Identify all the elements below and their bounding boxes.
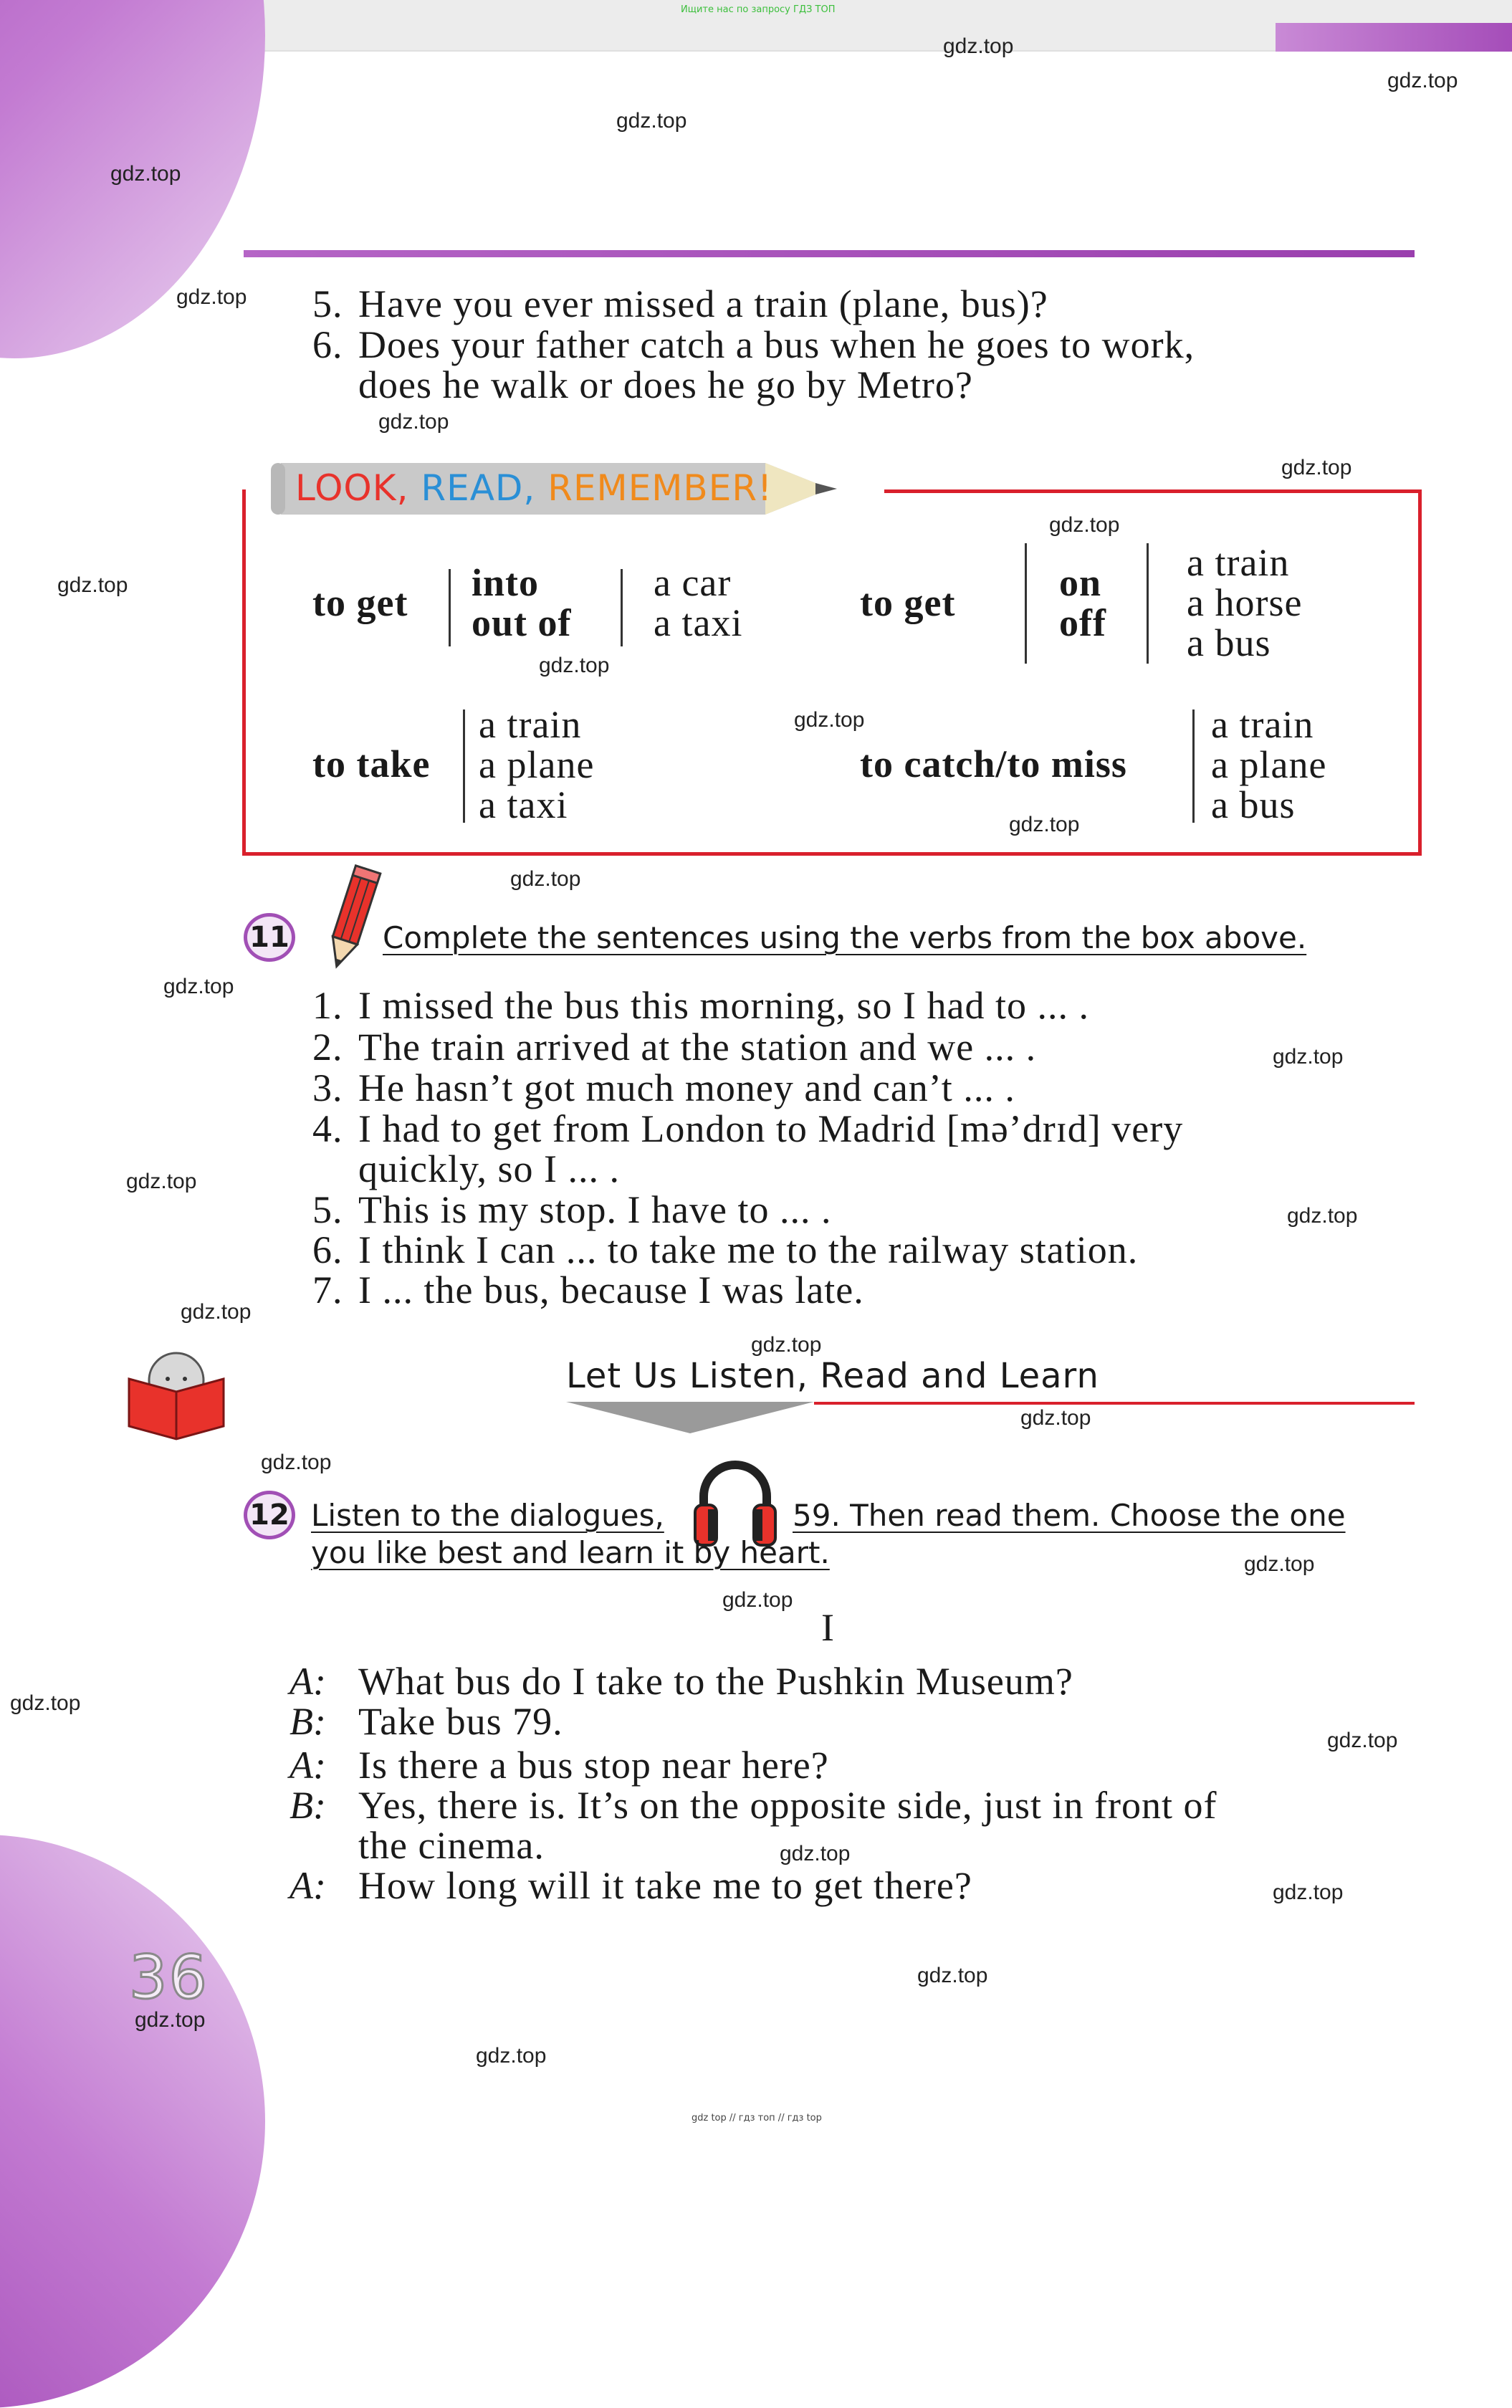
dialogue-roman-numeral: I — [821, 1606, 834, 1649]
watermark[interactable]: gdz.top — [539, 654, 610, 677]
divider — [1192, 710, 1195, 823]
train-label-2: a train — [479, 703, 582, 746]
item-text: He hasn’t got much money and can’t ... . — [358, 1066, 1015, 1109]
watermark[interactable]: gdz.top — [751, 1333, 822, 1357]
watermark[interactable]: gdz.top — [917, 1964, 988, 1987]
watermark[interactable]: gdz.top — [780, 1842, 851, 1865]
speaker-label: B: — [290, 1700, 326, 1743]
taxi-label-2: a taxi — [479, 783, 568, 826]
exercise-11-item — [312, 1268, 864, 1312]
question-number: 6. — [312, 323, 343, 366]
watermark[interactable]: gdz.top — [378, 410, 449, 434]
exercise-number: 12 — [249, 1499, 290, 1532]
divider — [1147, 543, 1149, 664]
item-text: I think I can ... to take me to the railway station. — [358, 1228, 1139, 1271]
watermark[interactable]: gdz.top — [163, 975, 234, 998]
watermark[interactable]: gdz.top — [476, 2044, 547, 2068]
question-text: Have you ever missed a train (plane, bus)? — [358, 282, 1048, 325]
speaker-label: B: — [290, 1784, 326, 1827]
to-get-label-1: to get — [312, 581, 408, 624]
exercise-12-instruction-line1b: 59. Then read them. Choose the one — [793, 1498, 1346, 1533]
item-text: I had to get from London to Madrid [mə’drɪd] very — [358, 1107, 1184, 1150]
exercise-11-item — [312, 1066, 1015, 1110]
reading-child-icon — [126, 1347, 226, 1440]
taxi-label-1: a taxi — [654, 601, 743, 644]
watermark[interactable]: gdz.top — [1273, 1881, 1344, 1904]
car-label: a car — [654, 561, 732, 604]
watermark[interactable]: gdz.top — [126, 1170, 197, 1193]
question-text: Does your father catch a bus when he goes to work, — [358, 323, 1195, 366]
item-number: 4. — [312, 1107, 343, 1150]
to-take-label: to take — [312, 742, 431, 785]
watermark[interactable]: gdz.top — [1049, 513, 1120, 537]
exercise-11-item — [312, 1188, 831, 1232]
divider — [449, 569, 451, 646]
exercise-11-item — [312, 983, 1089, 1028]
dialogue-line: Yes, there is. It’s on the opposite side, just in front of — [358, 1784, 1217, 1827]
watermark[interactable]: gdz.top — [510, 867, 581, 891]
item-number: 7. — [312, 1268, 343, 1312]
watermark[interactable]: gdz.top — [943, 34, 1014, 58]
watermark[interactable]: gdz.top — [110, 162, 181, 186]
bottom-left-purple-circle — [0, 1835, 265, 2408]
watermark[interactable]: gdz.top — [616, 109, 687, 133]
watermark[interactable]: gdz.top — [1244, 1552, 1315, 1576]
exercise-11-instruction: Complete the sentences using the verbs from the box above. — [383, 920, 1307, 955]
dialogue-line: Take bus 79. — [358, 1700, 563, 1743]
question-6 — [312, 322, 1195, 367]
watermark[interactable]: gdz.top — [1009, 813, 1080, 836]
item-text: This is my stop. I have to ... . — [358, 1188, 832, 1231]
exercise-11-item — [312, 1228, 1138, 1272]
exercise-number: 11 — [249, 921, 290, 954]
top-right-purple-tab — [1276, 23, 1512, 52]
train-label-1: a train — [1187, 541, 1290, 584]
bottom-banner[interactable]: gdz top // гдз топ // гдз top — [692, 2113, 822, 2123]
exercise-11-badge — [244, 913, 295, 962]
item-text: quickly, so I ... . — [358, 1147, 620, 1190]
item-number: 6. — [312, 1228, 343, 1271]
top-purple-rule — [244, 250, 1415, 257]
watermark[interactable]: gdz.top — [1273, 1045, 1344, 1069]
item-number: 3. — [312, 1066, 343, 1109]
plane-label-2: a plane — [1211, 743, 1327, 786]
look-label: LOOK, — [295, 467, 409, 509]
dialogue-line: Is there a bus stop near here? — [358, 1744, 829, 1787]
speaker-label: A: — [290, 1864, 326, 1907]
question-number: 5. — [312, 282, 343, 325]
pencil-icon — [317, 860, 388, 975]
item-text: I ... the bus, because I was late. — [358, 1268, 864, 1312]
train-label-3: a train — [1211, 703, 1314, 746]
top-banner[interactable]: Ищите нас по запросу ГДЗ ТОП — [681, 4, 836, 15]
divider — [621, 569, 623, 646]
dialogue-line: How long will it take me to get there? — [358, 1864, 972, 1907]
headphones-icon[interactable] — [692, 1455, 778, 1548]
off-label: off — [1059, 601, 1106, 644]
question-text: does he walk or does he go by Metro? — [358, 363, 973, 406]
section-title-rule — [814, 1402, 1415, 1405]
question-5 — [312, 282, 1048, 326]
question-6-continued — [358, 363, 973, 407]
watermark[interactable]: gdz.top — [722, 1588, 793, 1612]
read-label: READ, — [421, 467, 536, 509]
watermark[interactable]: gdz.top — [181, 1300, 252, 1324]
watermark[interactable]: gdz.top — [1287, 1204, 1358, 1228]
phrase-box-top-right-border — [884, 489, 1418, 493]
dialogue-line: the cinema. — [358, 1824, 545, 1867]
on-label: on — [1059, 561, 1102, 604]
horse-label: a horse — [1187, 581, 1303, 624]
section-title-arrow — [566, 1402, 814, 1436]
section-title: Let Us Listen, Read and Learn — [566, 1356, 1099, 1396]
watermark[interactable]: gdz.top — [1020, 1406, 1091, 1430]
bus-label-1: a bus — [1187, 621, 1271, 664]
exercise-12-instruction-line2: you like best and learn it by heart. — [311, 1535, 830, 1570]
watermark[interactable]: gdz.top — [794, 708, 865, 732]
to-get-label-2: to get — [860, 581, 956, 624]
watermark[interactable]: gdz.top — [176, 285, 247, 309]
exercise-11-item — [358, 1147, 620, 1191]
plane-label-1: a plane — [479, 743, 595, 786]
divider — [463, 710, 465, 823]
exercise-11-item — [312, 1025, 1036, 1069]
divider — [1025, 543, 1027, 664]
watermark[interactable]: gdz.top — [1387, 69, 1458, 92]
item-number: 2. — [312, 1026, 343, 1069]
watermark[interactable]: gdz.top — [1281, 456, 1352, 479]
item-number: 1. — [312, 984, 343, 1027]
watermark[interactable]: gdz.top — [57, 573, 128, 597]
bus-label-2: a bus — [1211, 783, 1296, 826]
exercise-12-instruction-line1a: Listen to the dialogues, — [311, 1498, 664, 1533]
watermark[interactable]: gdz.top — [261, 1451, 332, 1474]
speaker-label: A: — [290, 1660, 326, 1703]
watermark[interactable]: gdz.top — [1327, 1729, 1398, 1752]
remember-label: REMEMBER! — [547, 467, 773, 509]
into-label: into — [472, 561, 540, 604]
item-text: I missed the bus this morning, so I had to ... . — [358, 984, 1089, 1027]
watermark[interactable]: gdz.top — [135, 2008, 206, 2032]
out-of-label: out of — [472, 601, 572, 644]
watermark[interactable]: gdz.top — [10, 1691, 81, 1715]
exercise-12-badge — [244, 1491, 295, 1539]
item-number: 5. — [312, 1188, 343, 1231]
speaker-label: A: — [290, 1744, 326, 1787]
catch-miss-label: to catch/to miss — [860, 742, 1127, 785]
page-number: 36 — [129, 1942, 209, 2012]
dialogue-line: What bus do I take to the Pushkin Museum? — [358, 1660, 1073, 1703]
item-text: The train arrived at the station and we ... . — [358, 1026, 1037, 1069]
exercise-11-item — [312, 1107, 1183, 1151]
